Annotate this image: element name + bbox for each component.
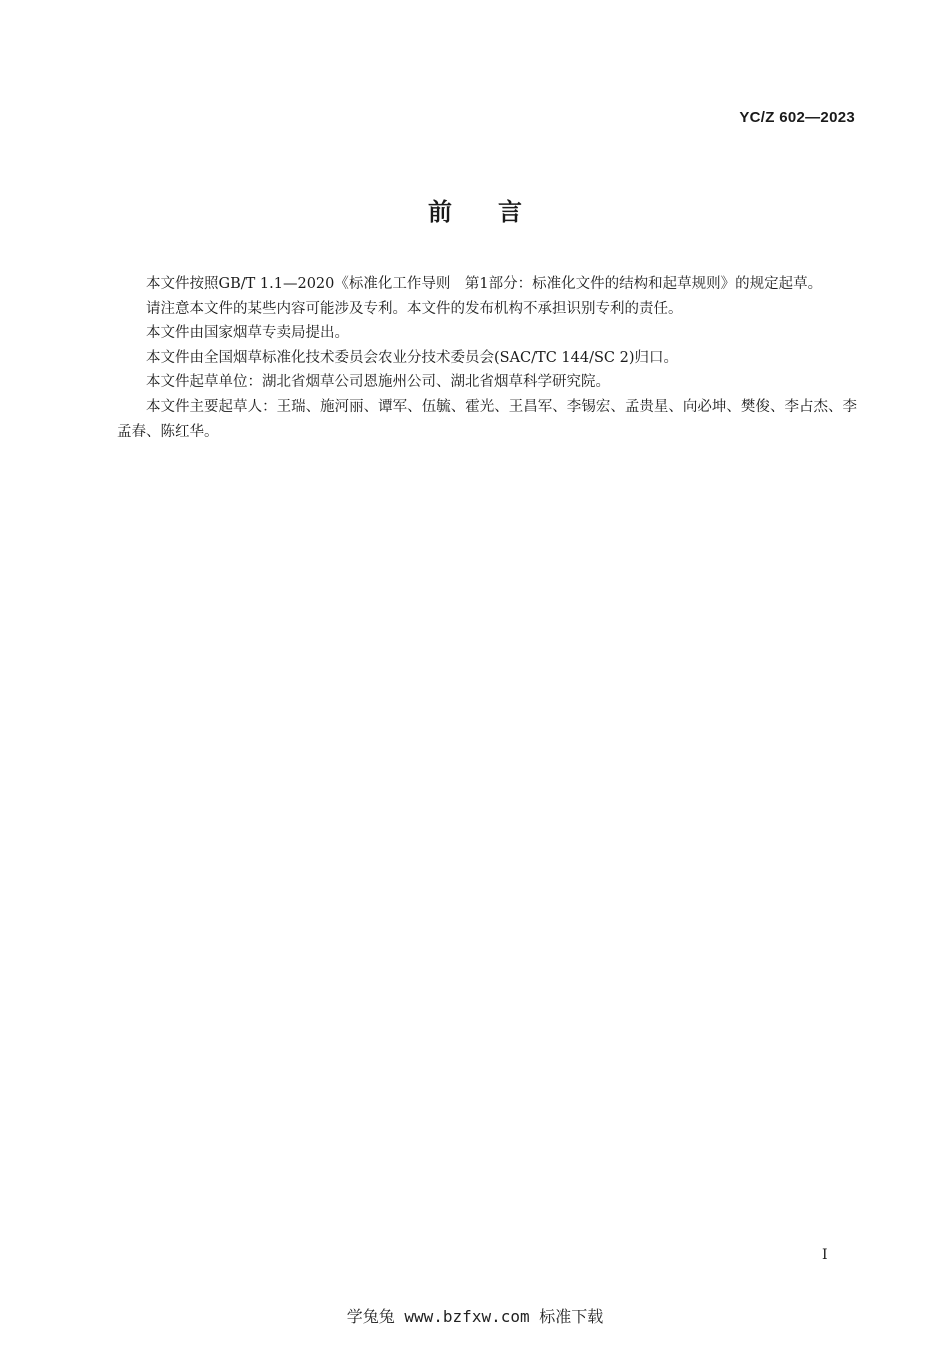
paragraph-patent-notice: 请注意本文件的某些内容可能涉及专利。本文件的发布机构不承担识别专利的责任。 — [146, 300, 683, 317]
paragraph-drafting-rules: 本文件按照GB/T 1.1—2020《标准化工作导则 第1部分：标准化文件的结构和起草规则》的规定起草。 — [146, 276, 823, 292]
paragraph-committee: 本文件由全国烟草标准化技术委员会农业分技术委员会(SAC/TC 144/SC 2)归口。 — [146, 349, 678, 366]
paragraph-drafters: 本文件主要起草人：王瑞、施河丽、谭军、伍毓、霍光、王昌军、李锡宏、孟贵星、向必坤、樊俊、李占杰、李孟春、陈红华。 — [117, 398, 857, 440]
page-title: 前言 — [428, 198, 568, 226]
paragraph-drafting-units: 本文件起草单位：湖北省烟草公司恩施州公司、湖北省烟草科学研究院。 — [146, 374, 610, 391]
paragraph-proposer: 本文件由国家烟草专卖局提出。 — [146, 325, 349, 342]
document-code: YC/Z 602—2023 — [739, 109, 855, 126]
page-number: I — [822, 1247, 828, 1263]
footer-watermark: 学兔兔 www.bzfxw.com 标准下载 — [346, 1307, 604, 1326]
foreword-body — [117, 272, 857, 444]
